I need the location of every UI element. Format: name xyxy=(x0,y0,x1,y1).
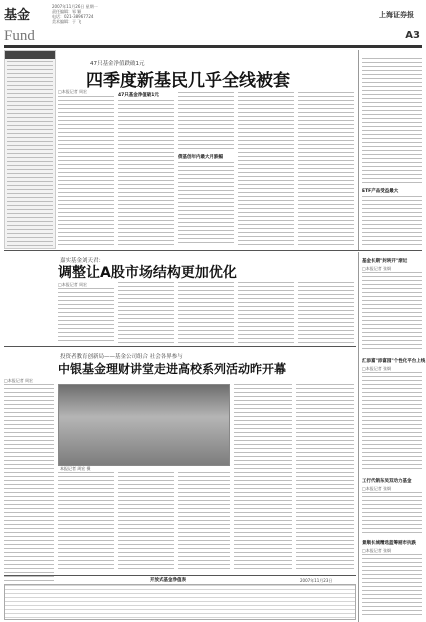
right-bottom-kicker: 景顺长城精选蓝筹剔市抗跌 xyxy=(362,541,416,546)
story2-byline: □本报记者 周宏 xyxy=(58,282,88,287)
lead-subhead-1: 47只基金净值破1元 xyxy=(118,93,159,98)
right-low2-kicker: 工行代销东吴双动力基金 xyxy=(362,479,412,484)
lead-col-2 xyxy=(118,100,174,246)
event-photo xyxy=(58,384,230,466)
masthead-rule xyxy=(4,45,422,48)
nav-sidebar-header xyxy=(5,51,55,59)
story3-col-5 xyxy=(234,384,292,572)
lead-byline: □本报记者 周宏 xyxy=(58,89,88,94)
story3-col-2 xyxy=(58,472,114,572)
section-rule-1 xyxy=(4,250,422,251)
right-low-col xyxy=(362,372,422,472)
fund-nav-table xyxy=(4,584,356,620)
right-bottom-byline: □本报记者 张炯 xyxy=(362,548,392,553)
right-top-col-b xyxy=(362,196,422,246)
right-mid-kicker: 基金长期"封转开"渐近 xyxy=(362,259,408,264)
nav-sidebar-table xyxy=(4,50,56,249)
story2-kicker: 嘉实基金刘天君： xyxy=(60,258,105,264)
lead-col-5 xyxy=(298,92,354,246)
story3-col-4 xyxy=(178,472,230,572)
lead-kicker: 47只基金净值跌破1元 xyxy=(90,61,145,67)
story2-col-2 xyxy=(118,282,174,343)
page-number: A3 xyxy=(405,30,420,41)
story3-kicker: 投资者教育创新局——基金公司组合 社会各界参与 xyxy=(60,354,183,360)
section-rule-3 xyxy=(4,575,356,576)
story2-col-3 xyxy=(178,282,234,343)
section-title: 基金 xyxy=(4,8,31,23)
right-mid-byline: □本报记者 张炯 xyxy=(362,266,392,271)
table-date: 2007年11月23日 xyxy=(300,578,333,583)
column-rule-2 xyxy=(358,252,359,622)
newspaper-logo: 上海证券报 xyxy=(379,11,414,19)
right-bottom-col xyxy=(362,554,422,618)
right-low-byline: □本报记者 张炯 xyxy=(362,366,392,371)
photo-caption: 本报记者 周宏 摄 xyxy=(60,466,91,471)
nav-sidebar-rows xyxy=(7,61,53,247)
story2-col-5 xyxy=(298,282,354,343)
lead-col-4 xyxy=(238,92,294,246)
lead-subhead-2: 债基创年内最大月跌幅 xyxy=(178,155,223,160)
story3-col-1 xyxy=(4,384,54,584)
lead-col-3b xyxy=(178,162,234,246)
lead-col-3a xyxy=(178,92,234,150)
story2-col-1 xyxy=(58,288,114,343)
issue-meta: 2007年11月26日 星期一 责任编辑：邹 颖 电话：021-38967724 美术编辑：于 飞 xyxy=(52,4,98,24)
right-low2-col xyxy=(362,492,422,536)
story3-headline: 中银基金理财讲堂走进高校系列活动昨开幕 xyxy=(58,362,287,376)
right-low2-byline: □本报记者 张炯 xyxy=(362,486,392,491)
story2-col-4 xyxy=(238,282,294,343)
story2-headline: 调整让A股市场结构更加优化 xyxy=(58,265,237,281)
story3-byline: □本报记者 周宏 xyxy=(4,378,34,383)
right-low-kicker: 汇添富"添富园"个性化平台上线 xyxy=(362,359,426,364)
right-mid-col xyxy=(362,272,422,352)
lead-col-1 xyxy=(58,96,114,246)
section-title-en: Fund xyxy=(4,28,35,44)
lead-headline: 四季度新基民几乎全线被套 xyxy=(86,71,290,91)
right-top-subhead: ETF产品受益最大 xyxy=(362,189,399,194)
column-rule xyxy=(358,50,359,250)
table-title: 开放式基金净值表 xyxy=(150,578,186,583)
story3-col-6 xyxy=(296,384,354,572)
story3-col-3 xyxy=(118,472,174,572)
section-rule-2 xyxy=(4,346,356,347)
right-top-col xyxy=(362,58,422,184)
